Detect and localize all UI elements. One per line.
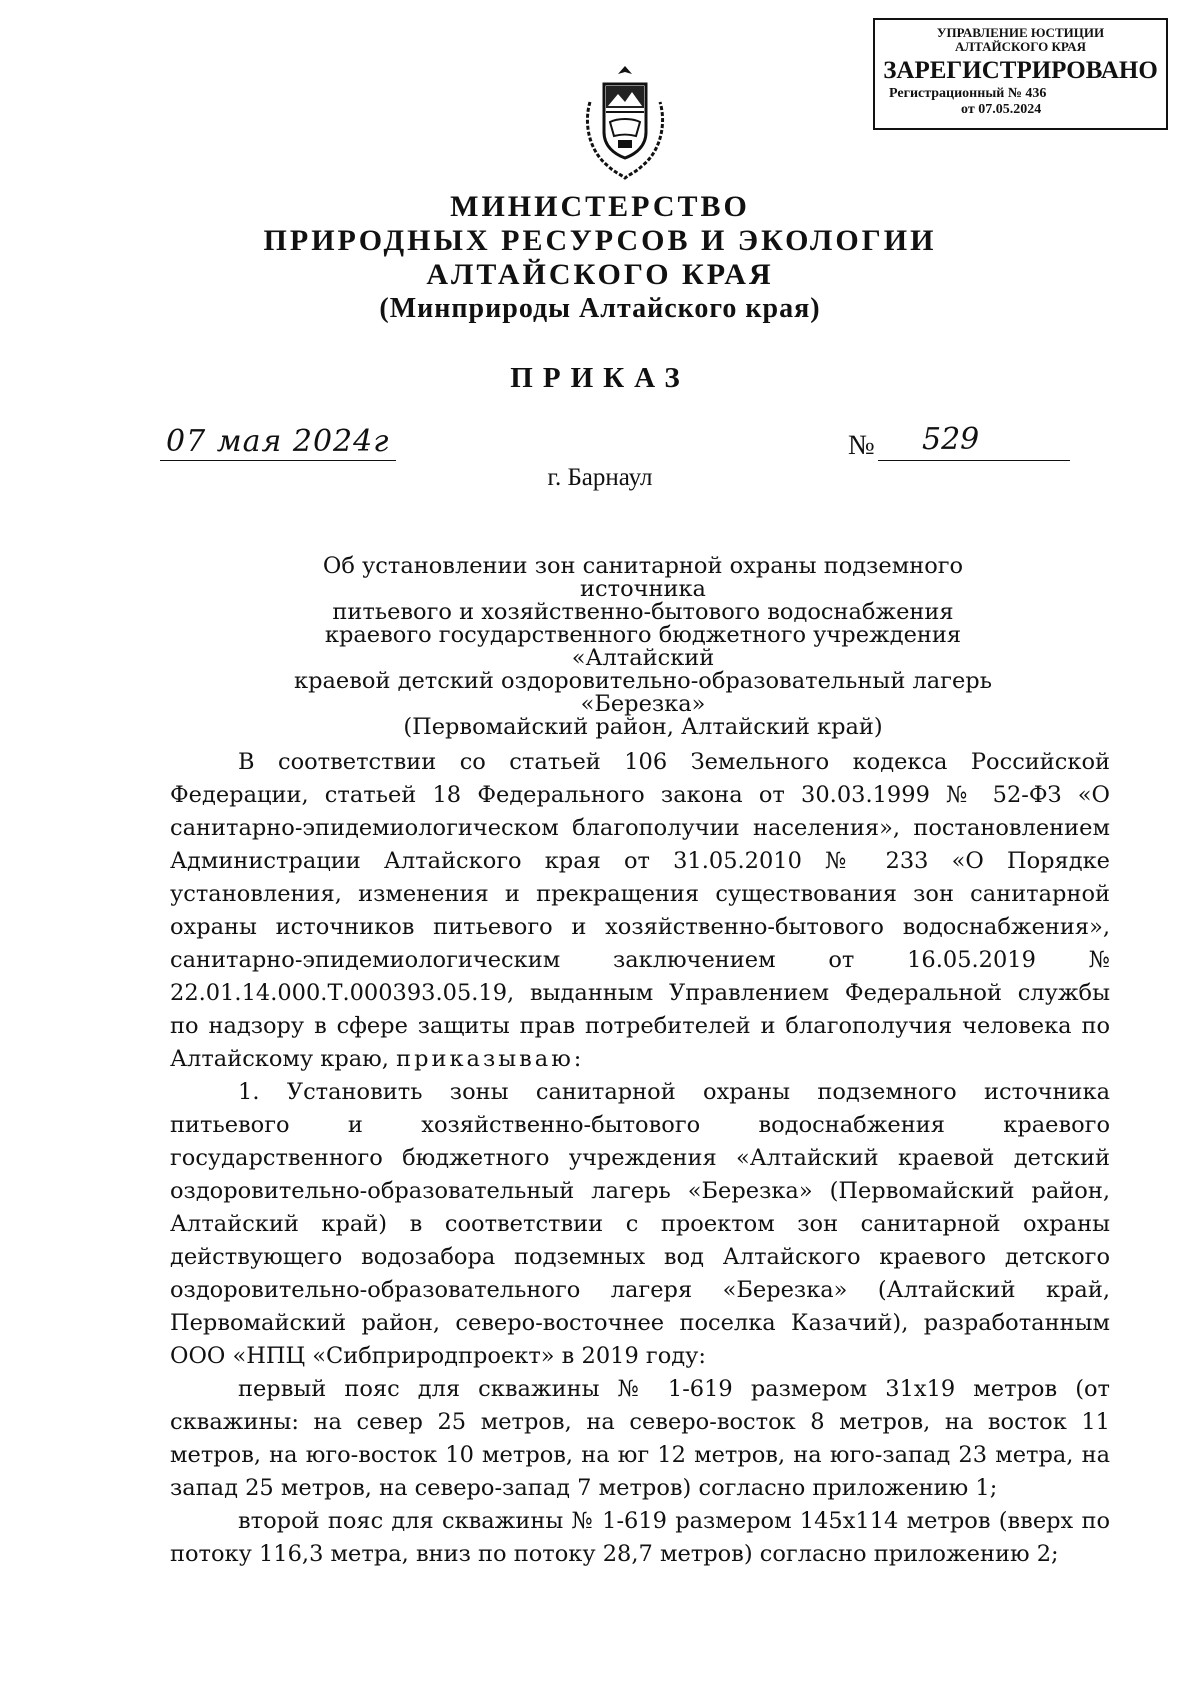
order-verb: приказываю:	[396, 1046, 585, 1072]
order-city: г. Барнаул	[547, 464, 653, 491]
subject-line: Об установлении зон санитарной охраны подземного источника	[322, 553, 964, 602]
body-paragraph-item-1: 1. Установить зоны санитарной охраны подземного источника питьевого и хозяйственно-бытового водоснабжения краевого государственного бюджетного учреждения «Алтайский краевой детский оздоровительно-образовательный лагерь «Березка» (Первомайский район, Алтайский край) в соответствии с проектом зон санитарной охраны действующего водозабора подземных вод Алтайского краевого детского оздоровительно-образовательного лагеря «Березка» (Алтайский край, Первомайский район, северо-восточнее поселка Казачий), разработанным ООО «НПЦ «Сибприродпроект» в 2019 году:	[170, 1079, 1110, 1369]
body-paragraph-preamble	[170, 746, 1110, 1076]
ministry-header	[0, 190, 1200, 326]
body-paragraph-first-belt: первый пояс для скважины № 1-619 размером 31х19 метров (от скважины: на север 25 метров, на северо-восток 8 метров, на восток 11 метров, на юго-восток 10 метров, на юг 12 метров, на юго-запад 23 метра, на запад 25 метров, на северо-запад 7 метров) согласно приложению 1;	[170, 1376, 1110, 1501]
order-date-handwritten: 07 мая 2024г	[166, 424, 390, 459]
stamp-status: ЗАРЕГИСТРИРОВАНО	[883, 57, 1158, 84]
date-underline	[160, 460, 396, 461]
subject-line: (Первомайский район, Алтайский край)	[403, 714, 883, 740]
order-subject	[258, 555, 1028, 739]
coat-of-arms-icon	[578, 62, 672, 182]
subject-line: краевой детский оздоровительно-образовательный лагерь «Березка»	[294, 668, 992, 717]
number-underline	[878, 460, 1070, 461]
registration-stamp	[873, 18, 1168, 130]
ministry-short-name: (Минприроды Алтайского края)	[379, 293, 821, 324]
order-number-sign: №	[848, 430, 875, 461]
stamp-authority-line1: УПРАВЛЕНИЕ ЮСТИЦИИ	[936, 25, 1105, 40]
order-number-handwritten: 529	[922, 422, 980, 457]
subject-line: питьевого и хозяйственно-бытового водоснабжения	[332, 599, 954, 625]
ministry-line-1: МИНИСТЕРСТВО	[450, 190, 750, 223]
preamble-text: В соответствии со статьей 106 Земельного кодекса Российской Федерации, статьей 18 Федерального закона от 30.03.1999 № 52-ФЗ «О санитарно-эпидемиологическом благополучии населения», постановлением Администрации Алтайского края от 31.05.2010 № 233 «О Порядке установления, изменения и прекращения существования зон санитарной охраны источников питьевого и хозяйственно-бытового водоснабжения», санитарно-эпидемиологическим заключением от 16.05.2019 № 22.01.14.000.Т.000393.05.19, выданным Управлением Федеральной службы по надзору в сфере защиты прав потребителей и благополучия человека по Алтайскому краю,	[170, 749, 1110, 1072]
stamp-reg-number: Регистрационный № 436	[889, 86, 1047, 101]
stamp-authority-line2: АЛТАЙСКОГО КРАЯ	[955, 39, 1086, 54]
document-type-title: ПРИКАЗ	[510, 362, 690, 394]
stamp-reg-date: от 07.05.2024	[961, 102, 1042, 117]
subject-line: краевого государственного бюджетного учреждения «Алтайский	[324, 622, 962, 671]
body-paragraph-second-belt: второй пояс для скважины № 1-619 размером 145х114 метров (вверх по потоку 116,3 метра, вниз по потоку 28,7 метров) согласно приложению 2;	[170, 1508, 1110, 1567]
ministry-line-2: ПРИРОДНЫХ РЕСУРСОВ И ЭКОЛОГИИ	[263, 224, 937, 257]
order-body	[170, 746, 1110, 1571]
ministry-line-3: АЛТАЙСКОГО КРАЯ	[426, 258, 774, 291]
